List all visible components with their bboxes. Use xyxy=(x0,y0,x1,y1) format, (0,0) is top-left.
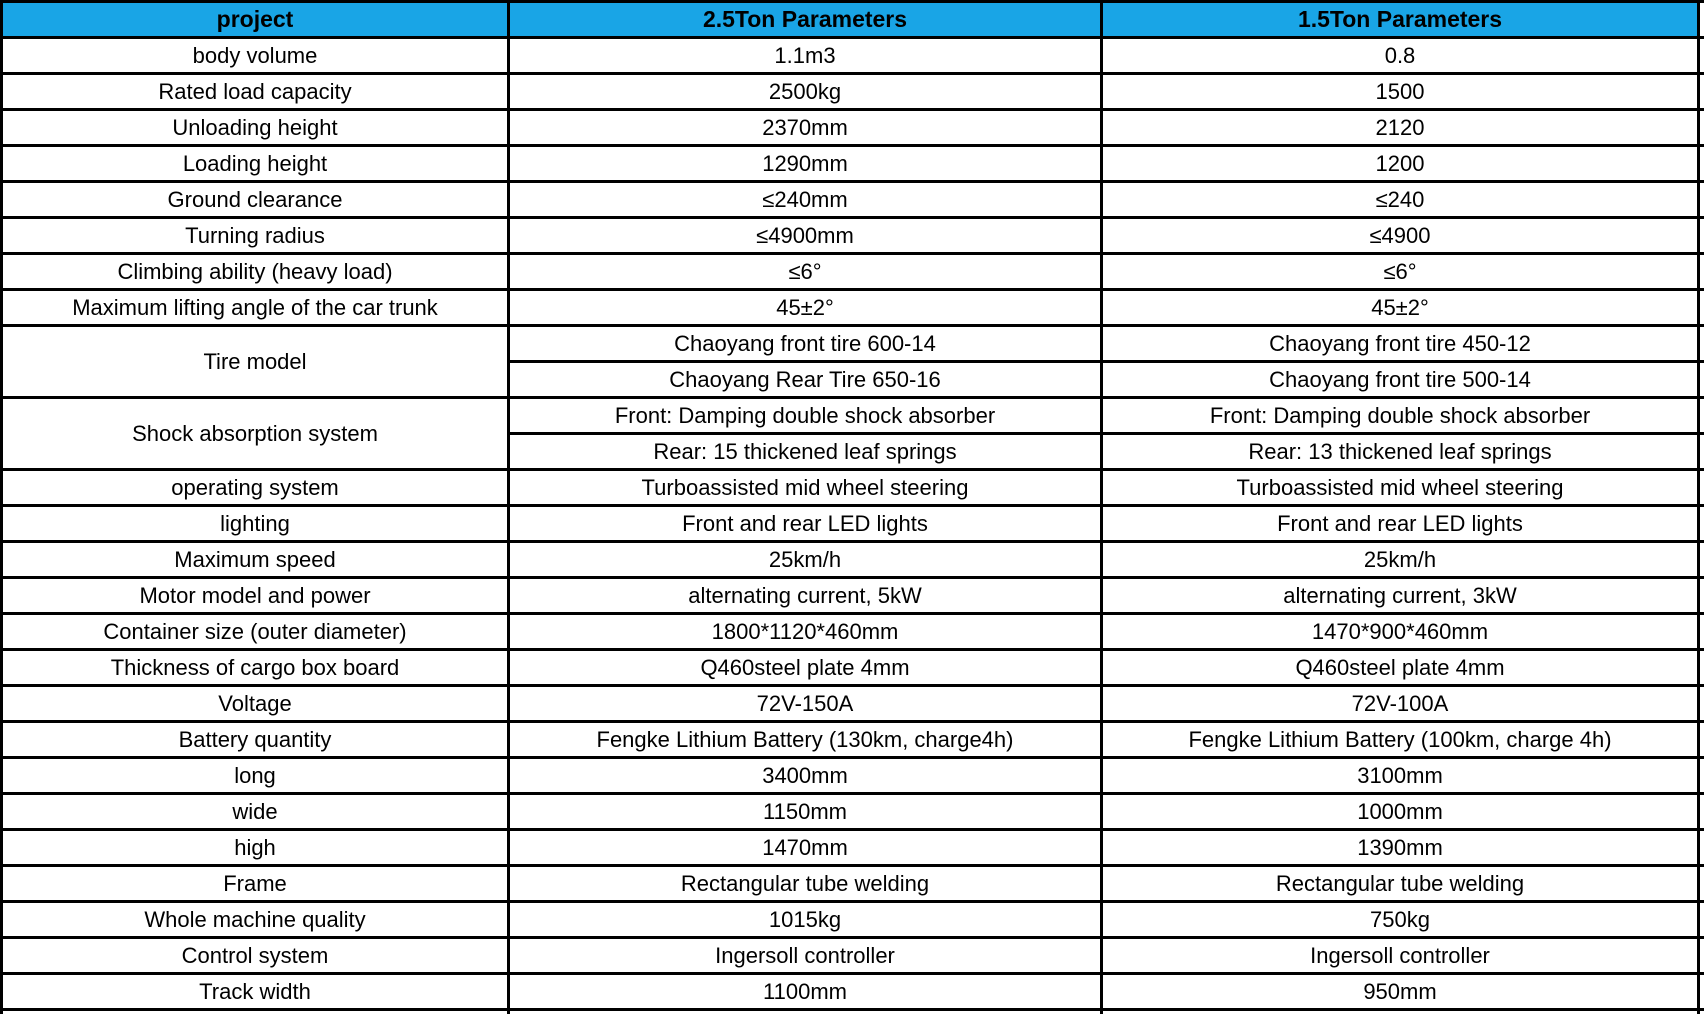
cell-1-5ton: Turboassisted mid wheel steering xyxy=(1103,471,1697,504)
edge-cell xyxy=(1700,831,1704,864)
cell-1-5ton: ≤240 xyxy=(1103,183,1697,216)
edge-cell xyxy=(1700,111,1704,144)
cell-1-5ton: ≤6° xyxy=(1103,255,1697,288)
edge-cell xyxy=(1700,867,1704,900)
edge-cell xyxy=(1700,795,1704,828)
cell-1-5ton: Chaoyang front tire 450-12 xyxy=(1103,327,1697,360)
row-label: Unloading height xyxy=(3,111,507,144)
cell-2-5ton: ≤4900mm xyxy=(510,219,1100,252)
cell-1-5ton: 72V-100A xyxy=(1103,687,1697,720)
row-label: Loading height xyxy=(3,147,507,180)
row-label: Voltage xyxy=(3,687,507,720)
cell-1-5ton: Front: Damping double shock absorber xyxy=(1103,399,1697,432)
cell-1-5ton: Front and rear LED lights xyxy=(1103,507,1697,540)
header-1-5ton-parameters: 1.5Ton Parameters xyxy=(1103,3,1697,36)
cell-2-5ton: 1800*1120*460mm xyxy=(510,615,1100,648)
cell-1-5ton: 1470*900*460mm xyxy=(1103,615,1697,648)
edge-cell xyxy=(1700,471,1704,504)
edge-cell xyxy=(1700,3,1704,36)
cell-2-5ton: Chaoyang front tire 600-14 xyxy=(510,327,1100,360)
row-label: Maximum lifting angle of the car trunk xyxy=(3,291,507,324)
row-label: Turning radius xyxy=(3,219,507,252)
cell-1-5ton: Fengke Lithium Battery (100km, charge 4h) xyxy=(1103,723,1697,756)
edge-cell xyxy=(1700,759,1704,792)
cell-2-5ton: Ingersoll controller xyxy=(510,939,1100,972)
row-label-merged: Tire model xyxy=(3,327,507,396)
row-label: Motor model and power xyxy=(3,579,507,612)
edge-cell xyxy=(1700,291,1704,324)
header-2-5ton-parameters: 2.5Ton Parameters xyxy=(510,3,1100,36)
cell-1-5ton: Q460steel plate 4mm xyxy=(1103,651,1697,684)
header-project: project xyxy=(3,3,507,36)
edge-cell xyxy=(1700,687,1704,720)
edge-cell xyxy=(1700,435,1704,468)
row-label: Maximum speed xyxy=(3,543,507,576)
edge-cell xyxy=(1700,75,1704,108)
edge-cell xyxy=(1700,255,1704,288)
edge-cell xyxy=(1700,543,1704,576)
row-label: wide xyxy=(3,795,507,828)
cell-2-5ton: ≤6° xyxy=(510,255,1100,288)
cell-1-5ton: 2120 xyxy=(1103,111,1697,144)
edge-cell xyxy=(1700,615,1704,648)
row-label: Thickness of cargo box board xyxy=(3,651,507,684)
row-label-merged: Shock absorption system xyxy=(3,399,507,468)
edge-cell xyxy=(1700,975,1704,1008)
edge-cell xyxy=(1700,399,1704,432)
cell-2-5ton: 1015kg xyxy=(510,903,1100,936)
cell-1-5ton: 3100mm xyxy=(1103,759,1697,792)
row-label: Ground clearance xyxy=(3,183,507,216)
cell-1-5ton: Ingersoll controller xyxy=(1103,939,1697,972)
cell-2-5ton: 25km/h xyxy=(510,543,1100,576)
cell-1-5ton: 1000mm xyxy=(1103,795,1697,828)
cell-2-5ton: 2370mm xyxy=(510,111,1100,144)
cell-2-5ton: Chaoyang Rear Tire 650-16 xyxy=(510,363,1100,396)
row-label: Control system xyxy=(3,939,507,972)
cell-2-5ton: Front and rear LED lights xyxy=(510,507,1100,540)
cell-2-5ton: 3400mm xyxy=(510,759,1100,792)
edge-cell xyxy=(1700,147,1704,180)
cell-2-5ton: 1470mm xyxy=(510,831,1100,864)
edge-cell xyxy=(1700,579,1704,612)
cell-2-5ton: 1150mm xyxy=(510,795,1100,828)
cell-1-5ton: 950mm xyxy=(1103,975,1697,1008)
cell-2-5ton: alternating current, 5kW xyxy=(510,579,1100,612)
cell-1-5ton: 25km/h xyxy=(1103,543,1697,576)
cell-2-5ton: 1100mm xyxy=(510,975,1100,1008)
cell-1-5ton: 1200 xyxy=(1103,147,1697,180)
row-label: operating system xyxy=(3,471,507,504)
row-label: Whole machine quality xyxy=(3,903,507,936)
edge-cell xyxy=(1700,219,1704,252)
cell-1-5ton: alternating current, 3kW xyxy=(1103,579,1697,612)
row-label: high xyxy=(3,831,507,864)
cell-1-5ton: 0.8 xyxy=(1103,39,1697,72)
edge-cell xyxy=(1700,183,1704,216)
edge-cell xyxy=(1700,939,1704,972)
edge-cell xyxy=(1700,363,1704,396)
cell-2-5ton: Q460steel plate 4mm xyxy=(510,651,1100,684)
cell-2-5ton: Rear: 15 thickened leaf springs xyxy=(510,435,1100,468)
cell-2-5ton: 1.1m3 xyxy=(510,39,1100,72)
row-label: lighting xyxy=(3,507,507,540)
cell-2-5ton: 1290mm xyxy=(510,147,1100,180)
cell-2-5ton: 2500kg xyxy=(510,75,1100,108)
cell-1-5ton: Rectangular tube welding xyxy=(1103,867,1697,900)
edge-cell xyxy=(1700,651,1704,684)
cell-1-5ton: 1390mm xyxy=(1103,831,1697,864)
cell-1-5ton: Chaoyang front tire 500-14 xyxy=(1103,363,1697,396)
cell-1-5ton: 750kg xyxy=(1103,903,1697,936)
cell-2-5ton: ≤240mm xyxy=(510,183,1100,216)
cell-1-5ton: 45±2° xyxy=(1103,291,1697,324)
cell-2-5ton: 72V-150A xyxy=(510,687,1100,720)
edge-cell xyxy=(1700,327,1704,360)
row-label: body volume xyxy=(3,39,507,72)
row-label: Track width xyxy=(3,975,507,1008)
cell-2-5ton: Front: Damping double shock absorber xyxy=(510,399,1100,432)
edge-cell xyxy=(1700,507,1704,540)
row-label: Battery quantity xyxy=(3,723,507,756)
edge-cell xyxy=(1700,903,1704,936)
cell-2-5ton: Turboassisted mid wheel steering xyxy=(510,471,1100,504)
edge-cell xyxy=(1700,39,1704,72)
row-label: Rated load capacity xyxy=(3,75,507,108)
row-label: long xyxy=(3,759,507,792)
row-label: Frame xyxy=(3,867,507,900)
cell-2-5ton: Rectangular tube welding xyxy=(510,867,1100,900)
row-label: Climbing ability (heavy load) xyxy=(3,255,507,288)
cell-2-5ton: Fengke Lithium Battery (130km, charge4h) xyxy=(510,723,1100,756)
cell-2-5ton: 45±2° xyxy=(510,291,1100,324)
cell-1-5ton: Rear: 13 thickened leaf springs xyxy=(1103,435,1697,468)
cell-1-5ton: ≤4900 xyxy=(1103,219,1697,252)
edge-cell xyxy=(1700,723,1704,756)
cell-1-5ton: 1500 xyxy=(1103,75,1697,108)
row-label: Container size (outer diameter) xyxy=(3,615,507,648)
